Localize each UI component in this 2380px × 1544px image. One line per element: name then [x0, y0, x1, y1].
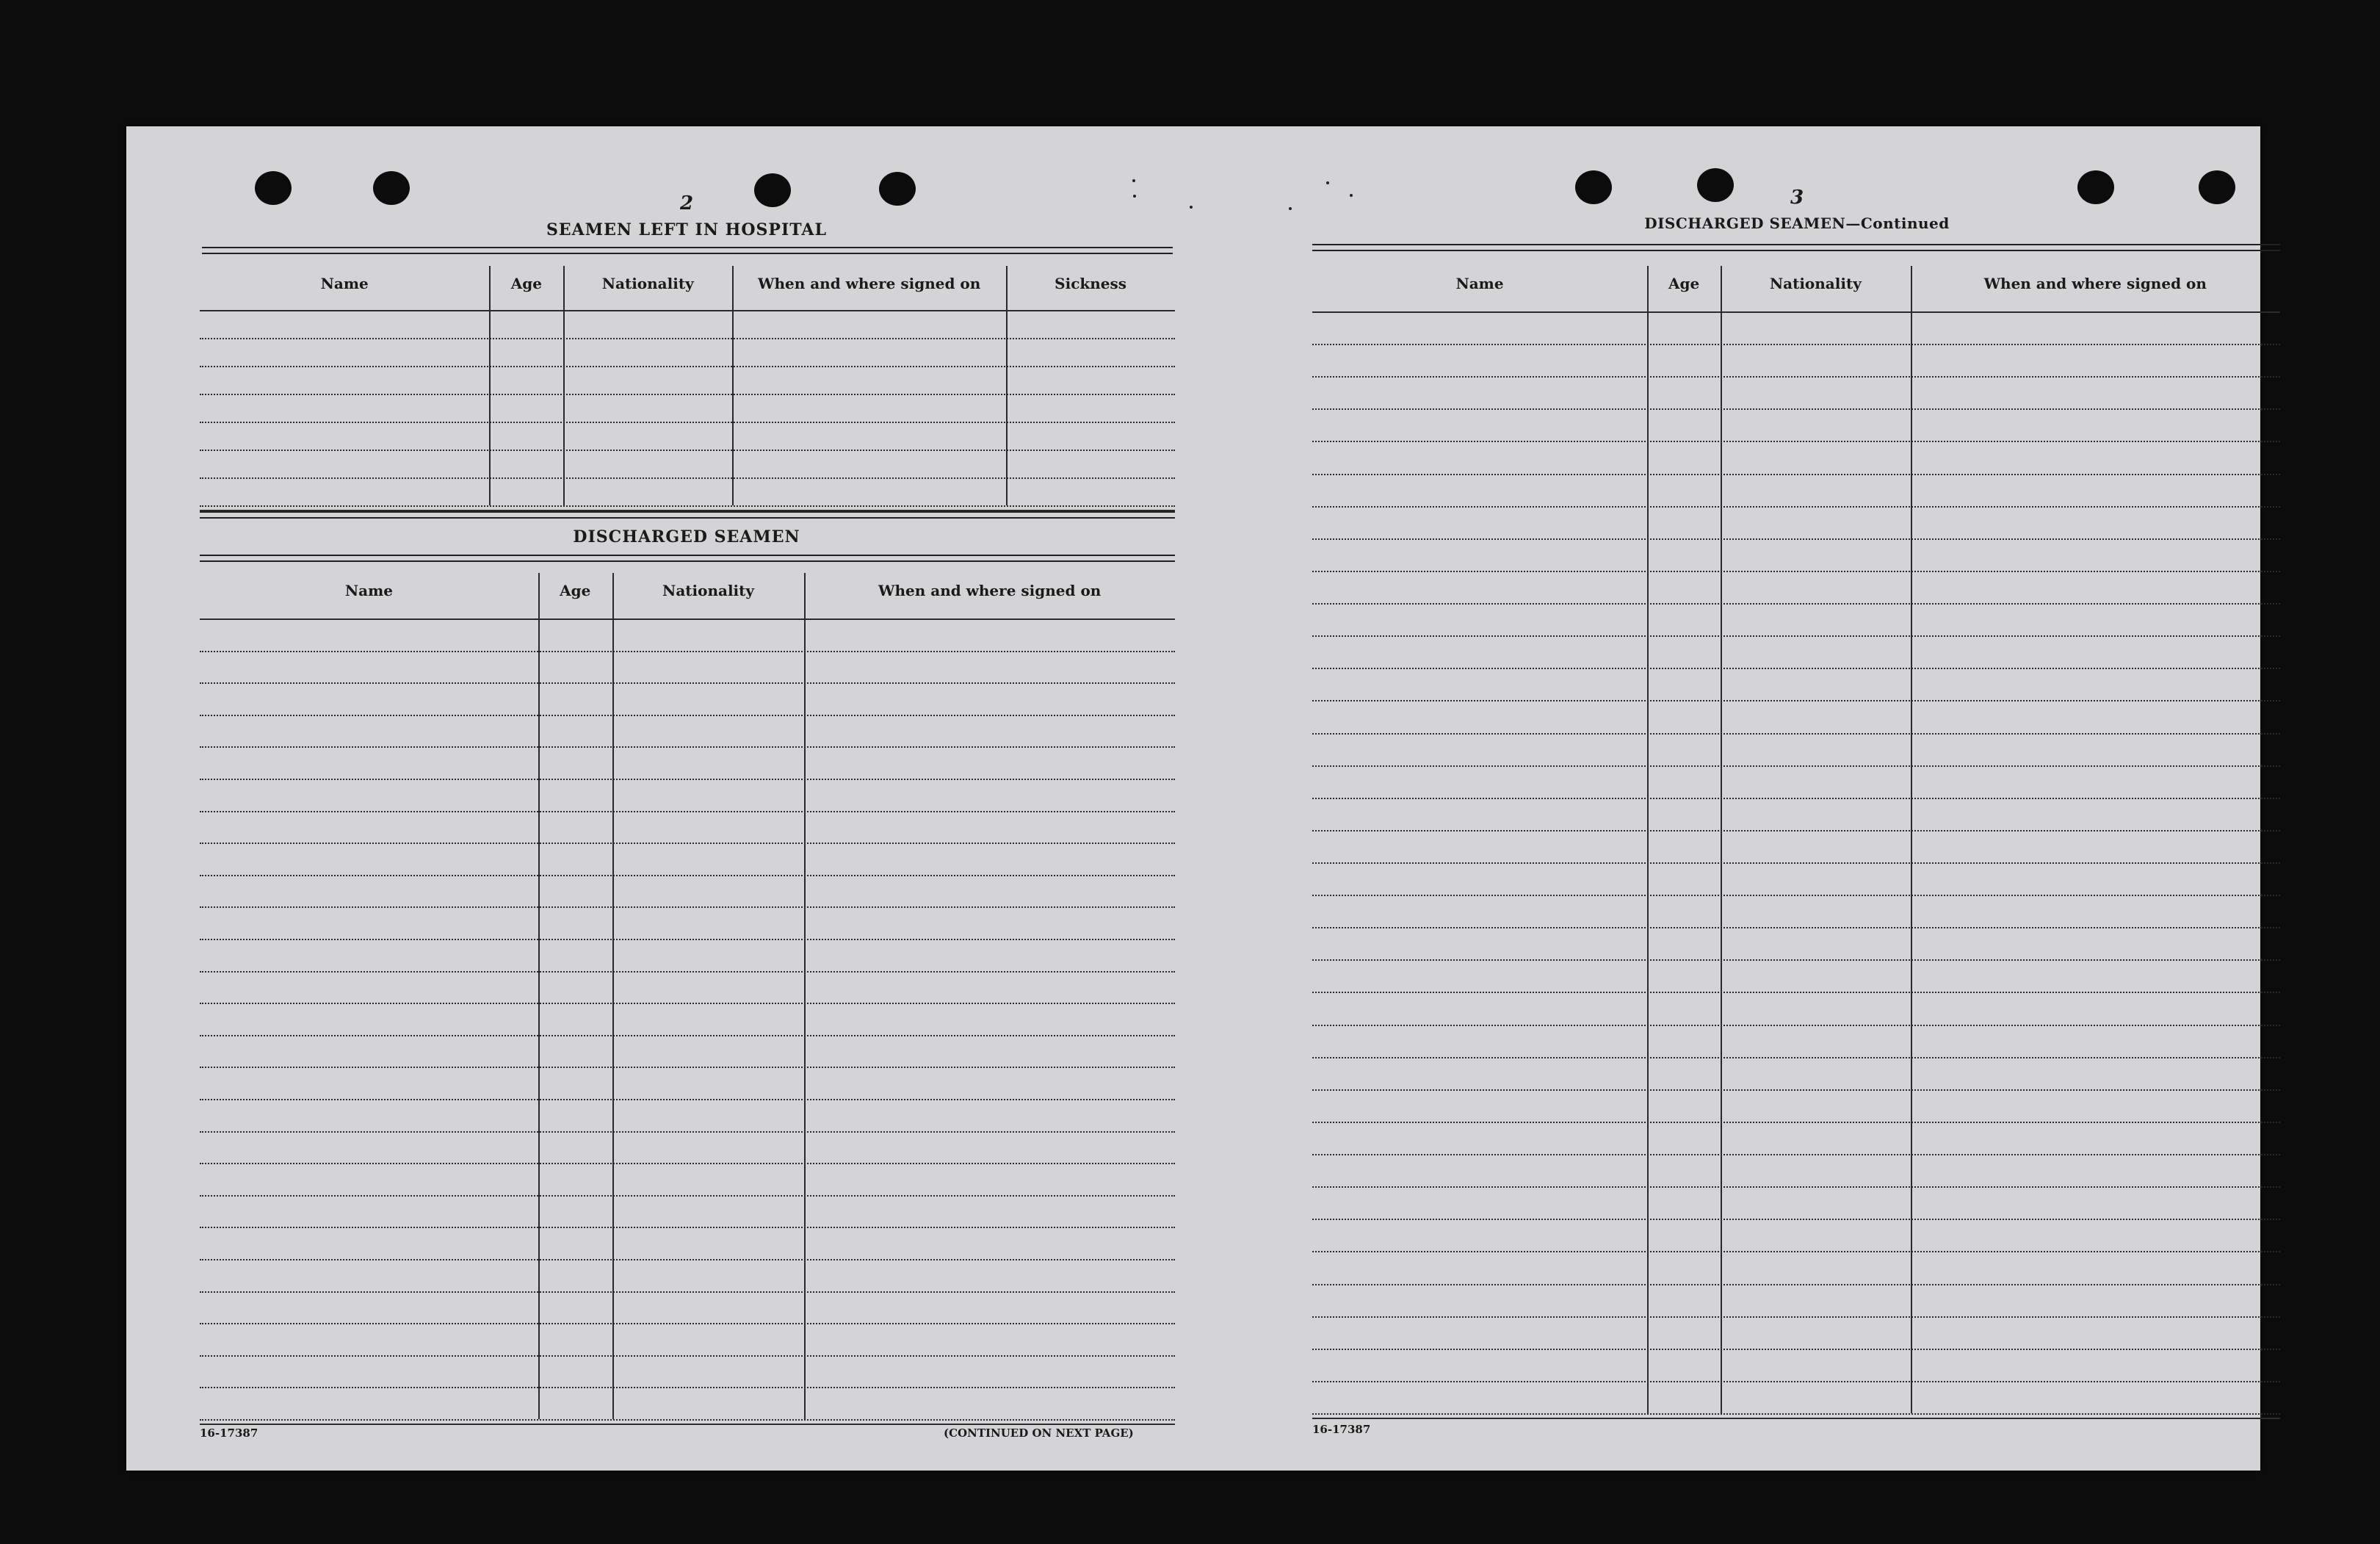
table-row-rule — [200, 450, 1175, 451]
column-header-name: Name — [1455, 275, 1504, 292]
table-row-rule — [1312, 1186, 2280, 1188]
column-header-nationality: Nationality — [1769, 275, 1862, 292]
table-row-rule — [1312, 474, 2280, 475]
table-bottom-rule — [200, 1424, 1175, 1425]
punch-hole — [373, 171, 410, 205]
column-divider — [1647, 266, 1649, 1413]
table-row-rule — [1312, 603, 2280, 605]
table-row-rule — [200, 715, 1175, 716]
form-number-left: 16-17387 — [200, 1426, 258, 1440]
table-row-rule — [1312, 668, 2280, 669]
discharged-section-title: DISCHARGED SEAMEN — [573, 527, 800, 546]
table-row-rule — [200, 1163, 1175, 1164]
header-rule — [200, 618, 1175, 620]
table-row-rule — [200, 366, 1175, 367]
column-divider — [1006, 266, 1008, 505]
table-row-rule — [1312, 992, 2280, 993]
hospital-section-title: SEAMEN LEFT IN HOSPITAL — [546, 220, 827, 239]
discharged-continued-table — [1312, 266, 2280, 1423]
table-bottom-rule — [1312, 1418, 2280, 1419]
column-header-signed-on: When and where signed on — [1983, 275, 2207, 292]
table-row-rule — [1312, 700, 2280, 701]
punch-hole — [255, 171, 292, 205]
ledger-sheet — [126, 126, 2260, 1471]
table-row-rule — [200, 505, 1175, 507]
speck — [1190, 206, 1193, 209]
punch-hole — [2199, 170, 2235, 204]
column-header-signed-on: When and where signed on — [757, 275, 981, 292]
column-header-age: Age — [560, 582, 591, 599]
table-row-rule — [200, 1419, 1175, 1421]
table-row-rule — [1312, 1413, 2280, 1415]
table-row-rule — [200, 1003, 1175, 1004]
form-number-right: 16-17387 — [1312, 1423, 1371, 1436]
table-row-rule — [200, 1131, 1175, 1133]
table-row-rule — [200, 682, 1175, 684]
table-row-rule — [200, 1259, 1175, 1260]
column-header-name: Name — [320, 275, 369, 292]
table-row-rule — [1312, 1057, 2280, 1058]
table-row-rule — [1312, 571, 2280, 572]
table-row-rule — [1312, 959, 2280, 961]
column-divider — [489, 266, 491, 505]
table-row-rule — [1312, 441, 2280, 442]
column-header-age: Age — [1668, 275, 1700, 292]
page-number-right: 3 — [1790, 187, 1804, 209]
header-rule — [200, 310, 1175, 311]
punch-hole — [754, 173, 791, 207]
table-row-rule — [1312, 895, 2280, 896]
table-row-rule — [1312, 1089, 2280, 1091]
table-row-rule — [200, 843, 1175, 844]
table-row-rule — [200, 394, 1175, 395]
speck — [1133, 195, 1136, 198]
section-double-rule — [200, 555, 1175, 562]
discharged-continued-title: DISCHARGED SEAMEN—Continued — [1644, 214, 1950, 232]
column-header-sickness: Sickness — [1055, 275, 1127, 292]
table-row-rule — [200, 906, 1175, 908]
column-divider — [563, 266, 565, 505]
table-row-rule — [1312, 1316, 2280, 1318]
table-row-rule — [200, 477, 1175, 479]
table-row-rule — [1312, 408, 2280, 410]
table-row-rule — [1312, 344, 2280, 345]
speck — [1289, 207, 1292, 210]
table-row-rule — [200, 1323, 1175, 1324]
table-row-rule — [1312, 506, 2280, 508]
table-row-rule — [1312, 765, 2280, 767]
table-row-rule — [200, 1291, 1175, 1293]
punch-hole — [879, 172, 916, 206]
discharged-table — [200, 573, 1175, 1425]
table-row-rule — [1312, 1284, 2280, 1285]
speck — [1326, 181, 1329, 184]
table-row-rule — [1312, 635, 2280, 637]
title-double-rule — [1312, 244, 2280, 251]
header-rule — [1312, 311, 2280, 313]
column-header-age: Age — [510, 275, 542, 292]
column-divider — [1911, 266, 1912, 1413]
column-header-nationality: Nationality — [601, 275, 694, 292]
punch-hole — [1697, 168, 1734, 202]
table-row-rule — [200, 971, 1175, 973]
speck — [1132, 179, 1135, 182]
table-row-rule — [200, 811, 1175, 812]
column-divider — [732, 266, 734, 505]
table-row-rule — [200, 1355, 1175, 1357]
column-header-signed-on: When and where signed on — [878, 582, 1102, 599]
table-row-rule — [1312, 862, 2280, 864]
table-row-rule — [1312, 733, 2280, 735]
table-row-rule — [200, 1387, 1175, 1388]
column-header-nationality: Nationality — [662, 582, 755, 599]
table-row-rule — [200, 1099, 1175, 1100]
table-row-rule — [200, 1035, 1175, 1036]
table-row-rule — [200, 651, 1175, 652]
table-row-rule — [1312, 798, 2280, 799]
table-row-rule — [200, 939, 1175, 940]
table-row-rule — [200, 779, 1175, 780]
table-row-rule — [1312, 538, 2280, 540]
table-row-rule — [1312, 927, 2280, 928]
table-row-rule — [1312, 1349, 2280, 1350]
table-row-rule — [200, 746, 1175, 748]
table-row-rule — [1312, 1219, 2280, 1220]
table-row-rule — [200, 1195, 1175, 1197]
table-row-rule — [1312, 1122, 2280, 1123]
table-row-rule — [1312, 1381, 2280, 1382]
table-row-rule — [1312, 1154, 2280, 1155]
punch-hole — [1575, 170, 1612, 204]
table-row-rule — [1312, 1251, 2280, 1252]
section-double-rule — [200, 511, 1175, 519]
table-row-rule — [200, 338, 1175, 339]
table-row-rule — [1312, 1025, 2280, 1026]
table-row-rule — [200, 875, 1175, 876]
table-row-rule — [1312, 376, 2280, 378]
punch-hole — [2077, 170, 2114, 204]
column-header-name: Name — [344, 582, 393, 599]
column-divider — [1721, 266, 1722, 1413]
continued-note: (CONTINUED ON NEXT PAGE) — [944, 1426, 1134, 1440]
table-row-rule — [1312, 830, 2280, 831]
table-row-rule — [200, 1067, 1175, 1068]
speck — [1350, 194, 1353, 197]
table-row-rule — [200, 1227, 1175, 1228]
page-number-left: 2 — [679, 192, 694, 214]
title-double-rule — [202, 247, 1173, 254]
table-row-rule — [200, 422, 1175, 423]
